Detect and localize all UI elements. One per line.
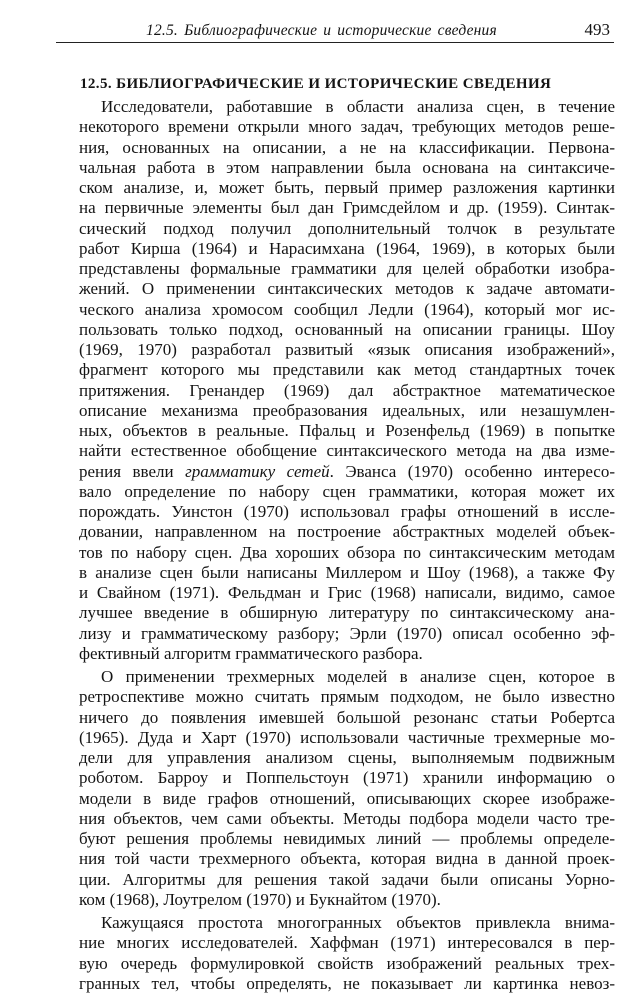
line-tail: . Эванса (1970) особенно интересо- [329, 461, 615, 481]
text-line: вую очередь формулировкой свойств изображений реальных трех- [79, 953, 615, 973]
text-line: ничего до появления имевшей большой резонанс статьи Робертса [79, 707, 615, 727]
text-line: О применении трехмерных моделей в анализе сцен, которое в [101, 667, 615, 686]
text-line: работ Кирша (1964) и Нарасимхана (1964, 1969), в которых были [79, 238, 615, 258]
text-line: притяжения. Гренандер (1969) дал абстрактное математическое [79, 380, 615, 400]
text-line: ния той части трехмерного объекта, которая видна в данной проек- [79, 849, 615, 869]
text-line: порождать. Уинстон (1970) использовал графы отношений в иссле- [79, 502, 615, 521]
text-line: сический подход получил дополнительный толчок в результате [79, 218, 615, 238]
text-line: вало определение по набору сцен грамматики, которая может их [79, 481, 615, 501]
text-line: ния объектов, чем сами объекты. Методы подбора модели часто тре- [79, 808, 615, 828]
paragraph-2 [57, 667, 615, 910]
text-line: на первичные элементы был дан Гримсдейлом и др. (1959). Синтак- [79, 198, 615, 218]
paragraph-3 [57, 913, 615, 994]
text-line: чальная работа в этом направлении была основана на синтаксиче- [79, 157, 615, 177]
text-line: (1965). Дуда и Харт (1970) использовали частичные трехмерные мо- [79, 727, 615, 747]
text-line: описание механизма преобразования идеальных, или незашумлен- [79, 400, 615, 420]
text-line: ком (1968), Лоутрелом (1970) и Букнайтом (1970). [79, 889, 441, 909]
text-line: Исследователи, работавшие в области анализа сцен, в течение [101, 97, 615, 116]
text-line: в анализе сцен были написаны Миллером и Шоу (1968), а также Фу [79, 562, 615, 582]
text-line: представлены формальные грамматики для целей обработки изобра- [79, 259, 615, 278]
body-text [57, 97, 615, 994]
text-line: ных, объектов в реальные. Пфальц и Розенфельд (1969) в попытке [79, 421, 615, 440]
text-line: модели в виде графов отношений, описывающих скорее изображе- [79, 788, 615, 808]
text-line: найти естественное обобщение синтаксического метода на два изме- [79, 441, 615, 461]
text-line: пользовать только подход, основанный на описании границы. Шоу [79, 319, 615, 339]
line-lead: рения ввели [79, 461, 186, 481]
text-line: ции. Алгоритмы для решения такой задачи были описаны Уорно- [79, 869, 615, 889]
text-line: дели для управления анализом сцены, выполняемым подвижным [79, 748, 615, 767]
text-line: (1969, 1970) разработал развитый «язык описания изображений», [79, 340, 615, 359]
running-title: 12.5. Библиографические и исторические сведения [146, 22, 497, 39]
text-line: некоторого времени открыли много задач, требующих методов реше- [79, 117, 615, 137]
text-line: и Свайном (1971). Фельдман и Грис (1968) написали, видимо, самое [79, 583, 615, 602]
text-line: Кажущаяся простота многогранных объектов привлекла внима- [101, 913, 615, 932]
italic-term: грамматику сетей [185, 461, 330, 481]
text-line: ния, основанных на описании, а не на классификации. Первона- [79, 137, 615, 157]
text-line: ние многих исследователей. Хаффман (1971) интересовался в пер- [79, 933, 615, 953]
text-line: ческого анализа хромосом сообщил Ледли (1964), который мог ис- [79, 299, 615, 319]
page-number: 493 [584, 20, 610, 39]
text-line: буют решения проблемы невидимых линий — проблемы определе- [79, 829, 615, 848]
text-line: ретроспективе можно считать прямым подходом, не было известно [79, 687, 615, 707]
text-line: ском анализе, и, может быть, первый пример разложения картинки [79, 178, 615, 197]
paragraph-1 [57, 97, 615, 664]
text-line: роботом. Барроу и Поппельстоун (1971) хранили информацию о [79, 768, 615, 788]
text-line-mixed [57, 462, 615, 482]
text-line: фективный алгоритм грамматического разбора. [79, 643, 423, 663]
text-line: лизу и грамматическому разбору; Эрли (1970) описал особенно эф- [79, 623, 615, 643]
text-line: фрагмент которого мы представили как метод стандартных точек [79, 360, 615, 380]
text-line: тов по набору сцен. Два хороших обзора по синтаксическим методам [79, 542, 615, 562]
text-line: гранных тел, чтобы определять, не показывает ли картинка невоз- [79, 973, 615, 993]
text-line: лучшее введение в обширную литературу по синтаксическому ана- [79, 603, 615, 623]
text-line: жений. О применении синтаксических методов к задаче автомати- [79, 279, 615, 299]
section-heading: 12.5. БИБЛИОГРАФИЧЕСКИЕ И ИСТОРИЧЕСКИЕ СВЕДЕНИЯ [80, 76, 552, 92]
text-line: довании, направленном на построение абстрактных моделей объек- [79, 522, 615, 542]
running-header [56, 16, 614, 43]
